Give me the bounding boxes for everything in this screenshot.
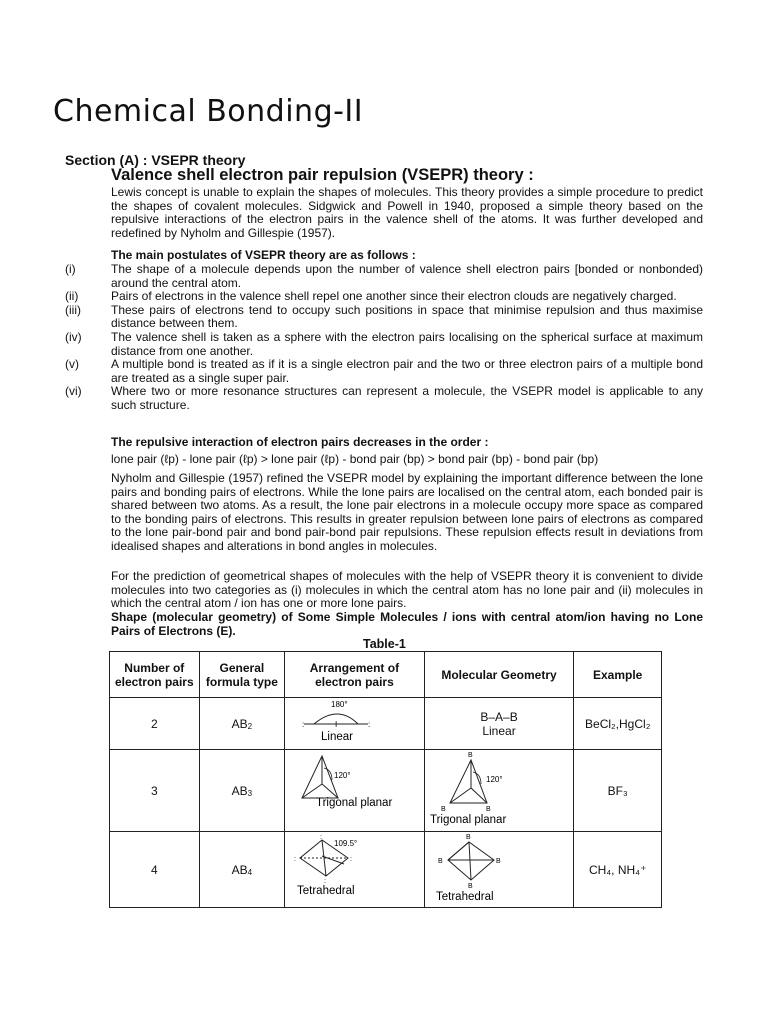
formula-base: AB: [231, 716, 248, 731]
list-item: [65, 263, 703, 290]
angle-arc: [473, 772, 481, 784]
cell-example: CH₄, NH₄⁺: [574, 832, 662, 908]
bond-angle-label: 180°: [331, 700, 348, 709]
postulates-list: [65, 263, 703, 413]
bond-angle-label: 120°: [334, 771, 351, 780]
formula-sub: 4: [247, 867, 253, 877]
table-header-row: [110, 652, 662, 698]
atom-b-label: B: [496, 858, 501, 865]
formula-base: AB: [231, 862, 248, 877]
table-row: [110, 832, 662, 908]
trigonal-arrangement-diagram: [286, 750, 422, 828]
cell-pairs: 2: [110, 698, 200, 750]
list-item-number: (vi): [65, 384, 82, 399]
header-electron-pairs: Number of electron pairs: [110, 652, 200, 698]
cell-geometry: [424, 698, 574, 750]
list-item-number: (v): [65, 357, 79, 372]
formula-sub: 2: [247, 721, 253, 731]
list-item-text: Pairs of electrons in the valence shell repel one another since their electron clouds are negatively charged.: [111, 289, 677, 304]
formula-base: AB: [231, 783, 248, 798]
list-item-number: (iii): [65, 302, 81, 317]
formula-sub: 3: [247, 788, 253, 798]
cell-arrangement: [285, 750, 425, 832]
list-item-text: A multiple bond is treated as if it is a single electron pair and the two or three electron pairs of a multiple bond are treated as a single super pair.: [111, 357, 703, 385]
list-item-text: The shape of a molecule depends upon the number of valence shell electron pairs [bonded or nonbonded) around the central atom.: [111, 262, 703, 290]
table-row: [110, 750, 662, 832]
atom-b-label: B: [486, 806, 491, 813]
cell-example: BF₃: [574, 750, 662, 832]
vsepr-table: [109, 651, 662, 908]
bond-line: [322, 856, 344, 864]
bond-angle-label: 109.5°: [334, 839, 358, 848]
header-example: Example: [574, 652, 662, 698]
sub-heading: Valence shell electron pair repulsion (VSEPR) theory :: [111, 166, 534, 184]
list-item-text: Where two or more resonance structures can represent a molecule, the VSEPR model is applicable to any such structure.: [111, 384, 703, 412]
list-item-text: These pairs of electrons tend to occupy such positions in space that minimise repulsion and thus maximise distance between them.: [111, 302, 703, 331]
shape-heading: Shape (molecular geometry) of Some Simple Molecules / ions with central atom/ion having no Lone Pairs of Electrons (E).: [111, 610, 703, 638]
cell-formula: [199, 832, 285, 908]
cell-geometry: [424, 832, 574, 908]
cell-arrangement: [285, 832, 425, 908]
cell-geometry: [424, 750, 574, 832]
list-item: [65, 290, 703, 304]
bond-line: [469, 842, 471, 880]
table-title: Table-1: [363, 637, 406, 651]
intro-paragraph: Lewis concept is unable to explain the shapes of molecules. This theory provides a simple procedure to predict the shapes of covalent molecules. Sidgwick and Powell in 1940, proposed a simple theory based on the repulsive interactions of the electron pairs in the valence shell of the atoms. It was further developed and redefined by Nyholm and Gillespie (1957).: [111, 185, 703, 240]
geometry-formula: B–A–B: [480, 709, 518, 724]
atom-b-label: B: [468, 883, 473, 890]
atom-b-label: B: [441, 806, 446, 813]
cell-formula: [199, 698, 285, 750]
lone-pair-dot: :: [294, 856, 297, 863]
bond-mark: I: [335, 720, 338, 729]
triangle-outline: [302, 756, 338, 798]
arrangement-label: Linear: [321, 731, 354, 743]
prediction-paragraph: For the prediction of geometrical shapes of molecules with the help of VSEPR theory it is convenient to divide molecules into two categories as (i) molecules in which the central atom has no lone pair and (ii) molecules in which the central atom / ion has one or more lone pairs.: [111, 569, 703, 611]
cell-example: BeCl₂,HgCl₂: [574, 698, 662, 750]
lone-pair-dot: :: [350, 856, 353, 863]
list-item-number: (i): [65, 262, 76, 276]
bond-line: [448, 842, 469, 860]
postulates-heading: The main postulates of VSEPR theory are as follows :: [111, 248, 416, 262]
lone-pair-dot: :: [324, 878, 327, 885]
geometry-label: Linear: [482, 723, 516, 738]
bond-angle-label: 120°: [486, 775, 503, 784]
atom-b-label: B: [468, 752, 473, 759]
repulsion-heading: The repulsive interaction of electron pairs decreases in the order :: [111, 435, 489, 449]
table-row: [110, 698, 662, 750]
header-arrangement: Arrangement of electron pairs: [285, 652, 425, 698]
geometry-label: Tetrahedral: [436, 891, 494, 903]
nyholm-paragraph: Nyholm and Gillespie (1957) refined the VSEPR model by explaining the important difference between the lone pairs and bonding pairs of electrons. While the lone pairs are localised on the central atom, each bonded pair is shared between two atoms. As a result, the lone pair electrons in a molecule occupy more space as compared to the bonding pairs of electrons. This results in greater repulsion between lone pairs of electrons as compared to the lone pair-bond pair and bond pair-bond pair repulsions. These repulsion effects result in deviations from idealised shapes and alterations in bond angles in molecules.: [111, 471, 703, 553]
header-geometry: Molecular Geometry: [424, 652, 574, 698]
repulsion-order: lone pair (ℓp) - lone pair (ℓp) > lone pair (ℓp) - bond pair (bp) > bond pair (bp) - bond pair (bp): [111, 452, 599, 466]
cell-pairs: 3: [110, 750, 200, 832]
linear-arrangement-diagram: [286, 698, 422, 746]
lone-pair-dot: :: [368, 720, 371, 729]
tetrahedral-geometry-diagram: [426, 832, 572, 904]
header-formula-type: General formula type: [199, 652, 285, 698]
lone-pair-dot: :: [302, 720, 305, 729]
tetrahedral-arrangement-diagram: [286, 832, 422, 904]
cell-formula: [199, 750, 285, 832]
list-item: [65, 358, 703, 385]
atom-b-label: B: [438, 858, 443, 865]
arrangement-label: Trigonal planar: [316, 797, 393, 809]
list-item: [65, 385, 703, 412]
arrangement-label: Tetrahedral: [297, 885, 355, 897]
trigonal-geometry-diagram: [426, 750, 572, 828]
cell-pairs: 4: [110, 832, 200, 908]
page-title: Chemical Bonding-II: [53, 94, 364, 129]
atom-b-label: B: [466, 834, 471, 841]
section-heading: Section (A) : VSEPR theory: [65, 152, 246, 168]
list-item: [65, 304, 703, 331]
triangle-outline: [450, 760, 487, 803]
geometry-label: Trigonal planar: [430, 814, 507, 826]
lone-pair-dot: :: [320, 834, 323, 841]
list-item: [65, 331, 703, 358]
cell-arrangement: [285, 698, 425, 750]
list-item-number: (ii): [65, 289, 79, 304]
list-item-number: (iv): [65, 329, 82, 344]
list-item-text: The valence shell is taken as a sphere with the electron pairs localising on the spherical surface at maximum distance from one another.: [111, 329, 703, 358]
